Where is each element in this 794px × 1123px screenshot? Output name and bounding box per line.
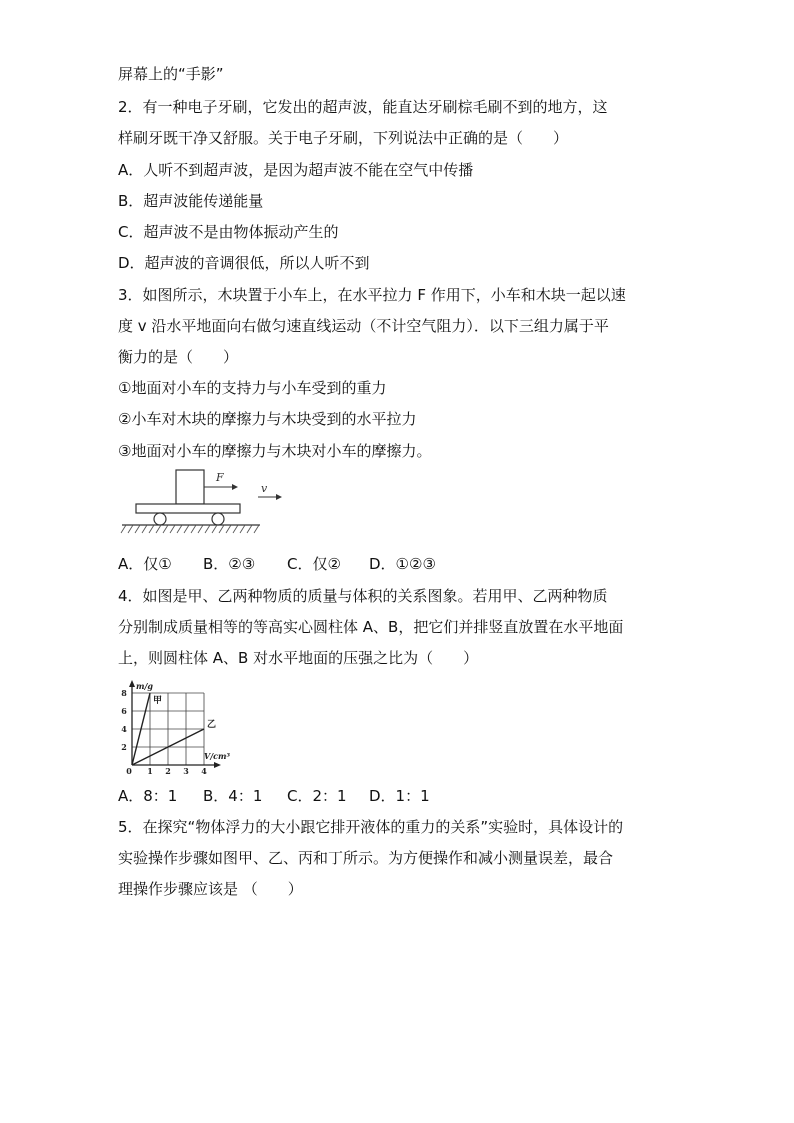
x-tick-label: 2 [165,766,171,776]
cart-body [136,504,240,513]
q5-line-2: 实验操作步骤如图甲、乙、丙和丁所示。为方便操作和减小测量误差，最合 [118,849,614,867]
q3-statement-1: ①地面对小车的支持力与小车受到的重力 [118,379,387,397]
q3-option-c: C．仅② [287,555,341,573]
ground-hatching [121,525,259,533]
q4-option-b: B．4：1 [203,787,263,805]
q4-option-c: C．2：1 [287,787,347,805]
velocity-label: v [261,482,268,495]
y-tick-label: 6 [121,706,127,716]
intro-tail-text: 屏幕上的“手影” [118,65,224,83]
y-tick-label: 8 [121,688,127,698]
q2-line-2: 样刷牙既干净又舒服。关于电子牙刷，下列说法中正确的是（ ） [118,129,569,147]
q3-line-1: 3．如图所示，木块置于小车上，在水平拉力 F 作用下，小车和木块一起以速 [118,286,626,304]
x-axis-arrow [214,762,221,768]
q3-option-d: D．①②③ [369,555,436,573]
x-tick-label: 1 [147,766,153,776]
cart-block-figure [120,466,290,538]
q3-option-b: B．②③ [203,555,256,573]
cart-wheel-right [212,513,224,525]
q2-line-1: 2．有一种电子牙刷，它发出的超声波，能直达牙刷棕毛刷不到的地方，这 [118,98,608,116]
wood-block [176,470,204,504]
cart-wheel-left [154,513,166,525]
q4-line-2: 分别制成质量相等的等高实心圆柱体 A、B，把它们并排竖直放置在水平地面 [118,618,624,636]
x-tick-label: 3 [183,766,189,776]
q4-options [118,786,430,806]
q4-option-d: D．1：1 [369,787,430,805]
mass-volume-chart [112,677,242,777]
x-tick-labels [126,766,207,776]
x-tick-label: 4 [201,766,207,776]
series-label: 乙 [207,720,217,730]
q2-option-a: A．人听不到超声波，是因为超声波不能在空气中传播 [118,161,474,179]
q2-option-b: B．超声波能传递能量 [118,192,264,210]
x-axis-label: V/cm³ [204,751,230,761]
y-tick-label: 2 [121,742,127,752]
q4-option-a: A．8：1 [118,787,178,805]
y-tick-label: 4 [121,724,127,734]
q4-line-1: 4．如图是甲、乙两种物质的质量与体积的关系图象。若用甲、乙两种物质 [118,587,608,605]
chart-grid [132,693,204,765]
x-tick-label: 0 [126,766,132,776]
q5-line-1: 5．在探究“物体浮力的大小跟它排开液体的重力的关系”实验时，具体设计的 [118,818,624,836]
q3-statement-3: ③地面对小车的摩擦力与木块对小车的摩擦力。 [118,442,432,460]
y-axis-label: m/g [136,681,153,691]
q3-options [118,554,436,574]
q2-option-c: C．超声波不是由物体振动产生的 [118,223,339,241]
series-label: 甲 [153,696,163,706]
q3-option-a: A．仅① [118,555,172,573]
q5-line-3: 理操作步骤应该是 （ ） [118,880,303,898]
force-label: F [216,471,224,484]
q3-line-3: 衡力的是（ ） [118,348,239,366]
q4-line-3: 上，则圆柱体 A、B 对水平地面的压强之比为（ ） [118,649,479,667]
q3-statement-2: ②小车对木块的摩擦力与木块受到的水平拉力 [118,410,417,428]
q2-option-d: D．超声波的音调很低，所以人听不到 [118,254,370,272]
y-axis-arrow [129,680,135,687]
y-tick-labels [121,688,127,752]
q3-line-2: 度 v 沿水平地面向右做匀速直线运动（不计空气阻力）．以下三组力属于平 [118,317,609,335]
